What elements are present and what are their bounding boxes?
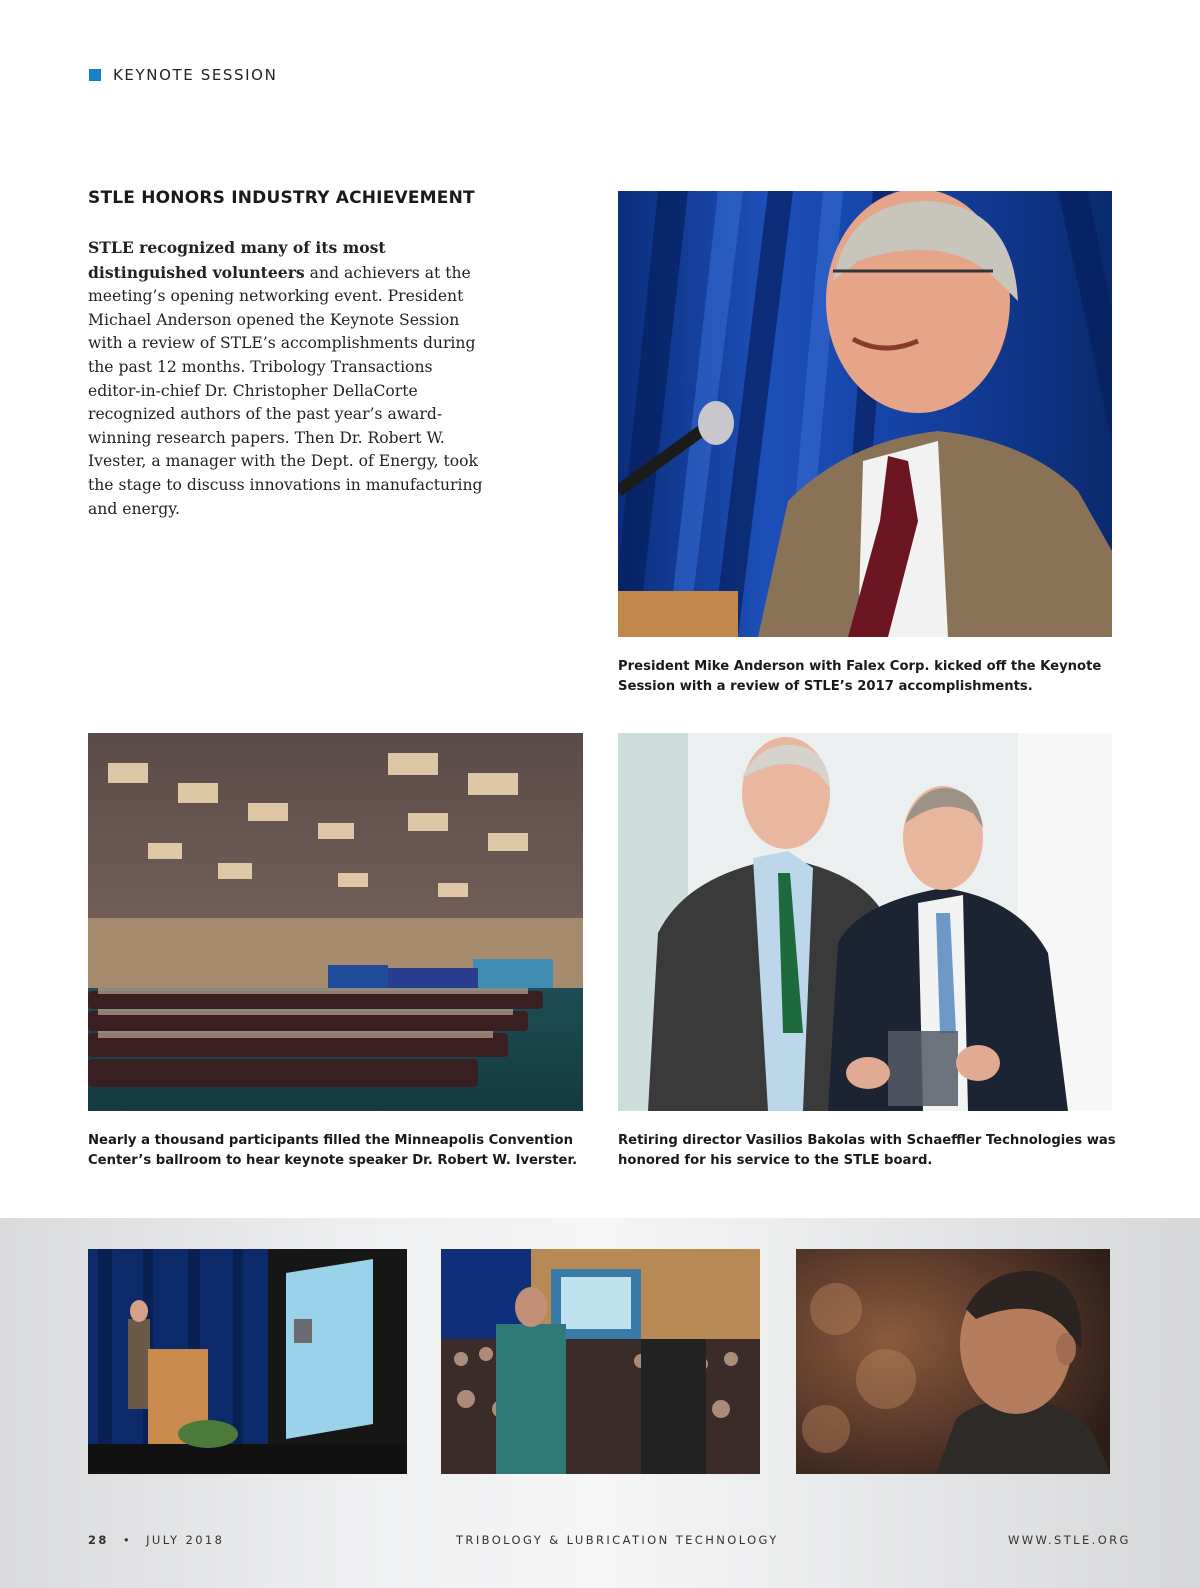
publication-name: TRIBOLOGY & LUBRICATION TECHNOLOGY (456, 1533, 779, 1547)
website-url[interactable]: WWW.STLE.ORG (1008, 1533, 1131, 1547)
page-number: 28 (88, 1533, 109, 1547)
article-intro (88, 236, 488, 521)
photo-president-speaking (618, 191, 1112, 637)
issue-date: JULY 2018 (146, 1533, 225, 1547)
photo-audience-from-behind (441, 1249, 760, 1474)
photo-keynote-speaker (88, 1249, 407, 1474)
section-tag (89, 66, 277, 84)
photo-award-presentation (618, 733, 1112, 1111)
section-marker-icon (89, 69, 101, 81)
caption-president: President Mike Anderson with Falex Corp. kicked off the Keynote Session with a review of STLE’s 2017 accomplishments. (618, 659, 1102, 694)
article-headline: STLE HONORS INDUSTRY ACHIEVEMENT (88, 188, 475, 208)
section-label: KEYNOTE SESSION (113, 66, 278, 84)
intro-lead: STLE recognized many of its most distinguished volunteers (88, 238, 386, 282)
caption-ballroom: Nearly a thousand participants filled the Minneapolis Convention Center’s ballroom to hear keynote speaker Dr. Robert W. Iverster. (88, 1133, 578, 1168)
footer-separator: • (122, 1533, 133, 1547)
photo-ballroom-audience (88, 733, 583, 1111)
footer-left (88, 1533, 224, 1547)
caption-retiring: Retiring director Vasilios Bakolas with Schaeffler Technologies was honored for his service to the STLE board. (618, 1133, 1116, 1168)
photo-attendee-listening (796, 1249, 1110, 1474)
intro-body: and achievers at the meeting’s opening networking event. President Michael Anderson opened the Keynote Session with a review of STLE’s accomplishments during the past 12 months. Tribology Transactions editor-in-chief Dr. Christopher DellaCorte recognized authors of the past year’s award-winning research papers. Then Dr. Robert W. Ivester, a manager with the Dept. of Energy, took the stage to discuss innovations in manufacturing and energy. (88, 263, 483, 518)
